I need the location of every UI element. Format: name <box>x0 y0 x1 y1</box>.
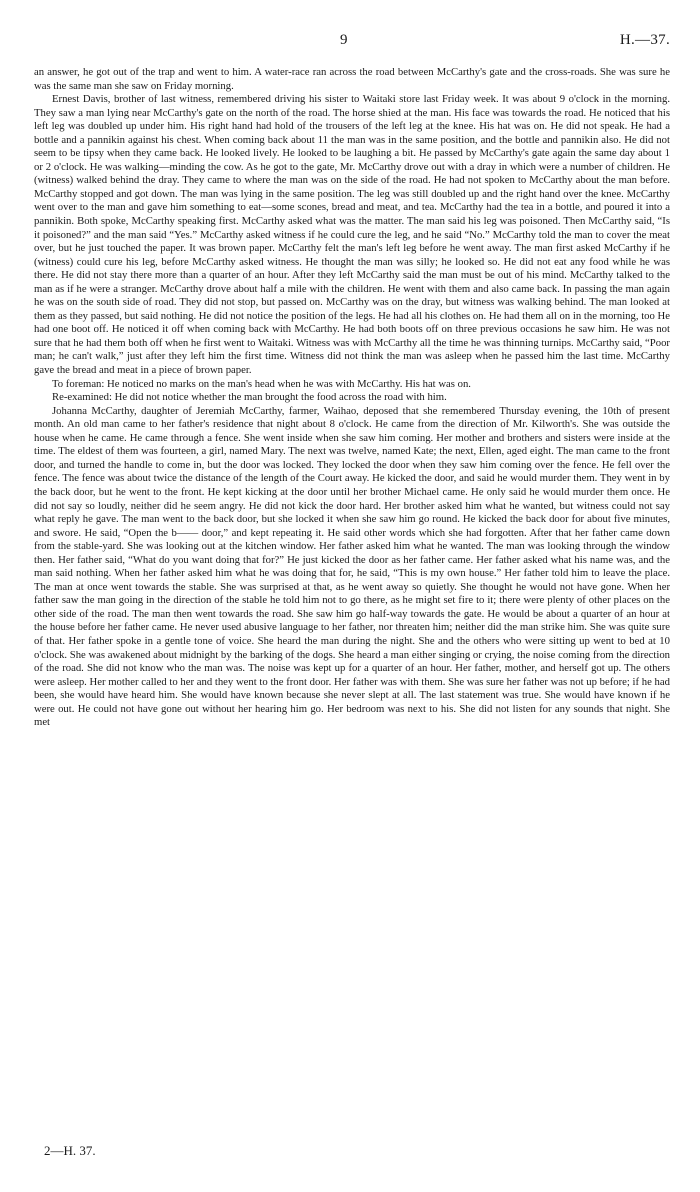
page-number: 9 <box>340 32 348 48</box>
paragraph: To foreman: He noticed no marks on the man's head when he was with McCarthy. His hat was on. <box>52 377 471 390</box>
paragraph: an answer, he got out of the trap and went to him. A water-race ran across the road between McCarthy's gate and the cross-roads. She was sure he was the same man she saw on Friday morning. <box>34 66 670 92</box>
paragraph: Johanna McCarthy, daughter of Jeremiah McCarthy, farmer, Waihao, deposed that she remembered Thursday evening, the 10th of present month. An old man came to her father's residence that night about 8 o'clock. He came from the direction of Mr. Kilworth's. She was outside the house when he came. He came through a fence. She went inside when she saw him coming. Her mother and brothers and sisters were inside at the time. The eldest of them was fourteen, a girl, named Mary. The next was twelve, named Kate; the next, Ellen, aged eight. The man came to the front door, and turned the handle to come in, but the door was locked. They locked the door when they saw him coming over the fence. He fell over the fence. The fence was about twice the distance of the length of the Court away. He kicked the door, and said he would murder them. They went in by the back door, but he went to the front. He kept kicking at the door until her brother Michael came. He only said he would murder them once. He did not say so loudly, neither did he seem angry. He did not kick the door hard. Her brother asked him what he wanted, but witness could not say what reply he gave. The man went to the back door, but she locked it when she saw him go round. He kicked the back door for about five minutes, and swore. He said, “Open the b—— door,” and kept repeating it. He said other words which she had forgotten. After that her father came down from the stable-yard. She was looking out at the kitchen window. Her father asked him what he wanted. The man was looking through the window then. Her father said, “What do you want doing that for?” He just kicked the door as her father came. Her father asked what his name was, and the man said nothing. When her father asked him what he was doing that for, he said, “This is my own house.” Her father told him to leave the place. The man at once went towards the stable. She was surprised at that, as he went away so quietly. She thought he would not have gone. When her father saw the man going in the direction of the stable he told him not to go there, as he might set fire to it; there were plenty of other places on the other side of the road. The man then went towards the road. She saw him go half-way towards the gate. He would be about a quarter of an hour at the house before her father came. He never used abusive language to her father, nor threaten him; neither did the man strike him. She was quite sure of that. Her father spoke in a gentle tone of voice. She heard the man during the night. She and the others who were sitting up went to bed at 10 o'clock. She was awakened about midnight by the barking of the dogs. She heard a man either singing or crying, the noise coming from the direction of the road. She did not know who the man was. The noise was kept up for a quarter of an hour. Her father, mother, and herself got up. The others were asleep. Her mother called to her and they went to the front door. Her father was with them. She was sure her father was not up before; if he had been, she would have heard him. She would have known because she never slept at all. The last statement was true. She would have known if he were out. He could not have gone out without her hearing him go. Her bedroom was next to his. She did not listen for any sounds that night. She met <box>34 404 670 729</box>
page-reference: H.—37. <box>619 32 670 48</box>
paragraph: Re-examined: He did not notice whether the man brought the food across the road with him. <box>52 391 447 404</box>
paragraph: Ernest Davis, brother of last witness, remembered driving his sister to Waitaki store last Friday week. It was about 9 o'clock in the morning. They saw a man lying near McCarthy's gate on the north of the road. The horse shied at the man. His face was towards the road. He noticed that his left leg was doubled up under him. His right hand had hold of the trousers of the left leg at the knee. His hat was on. He did not speak. He had a bottle and a pannikin against his chest. When coming back about 11 the man was in the same position, and the bottle and pannikin also. He did not seem to be tipsy when they came back. He looked lively. He looked to be laughing a bit. He passed by McCarthy's gate again the same day about 1 or 2 o'clock. He was walking—minding the cow. As he got to the gate, Mr. McCarthy drove out with a dray in which were a number of children. He (witness) walked behind the dray. They came to where the man was on the side of the road. He had not spoken to McCarthy about the man before. McCarthy stopped and got down. The man was lying in the same position. The leg was still doubled up and the right hand over the knee. McCarthy went over to the man and gave him something to eat—some scones, bread and meat, and tea. McCarthy had the tea in a bottle, and poured it into a pannikin. Both spoke, McCarthy speaking first. McCarthy asked what was the matter. The man said his leg was poisoned. Then McCarthy said, “Is it poisoned?” and the man said “Yes.” McCarthy asked witness if he could cure the leg, and he said “No.” McCarthy told the man to cover the meat over, but he just touched the paper. It was brown paper. McCarthy felt the man's left leg before he went away. The man first asked McCarthy if he (witness) could cure his leg, before McCarthy asked witness. He thought the man was silly; he looked so. He did not eat any food while he was there. He did not stay there more than a quarter of an hour. After they left McCarthy said the man must be out of his mind. McCarthy talked to the man as if he were a stranger. McCarthy drove about half a mile with the children. He went with them and also came back. In passing the man again he was on the south side of road. They did not stop, but passed on. McCarthy was on the dray, but witness was walking behind. The man looked at them as they passed, but said nothing. He did not notice the position of the legs. He had all his clothes on. He had them all on in the morning, too He had one boot off. He noticed it off when coming back with McCarthy. He had both boots off on three previous occasions he saw him. He was not sure that he had them both off when he first went to Waitaki. Witness was with McCarthy all the time he was thinning turnips. McCarthy said, “Poor man; he can't walk,” just after they left him the first time. Witness did not think the man was asleep when he passed him the last time. McCarthy gave the bread and meat in a piece of brown paper. <box>34 93 670 377</box>
sheet-signature: 2—H. 37. <box>44 1143 96 1158</box>
document-body <box>34 66 670 730</box>
